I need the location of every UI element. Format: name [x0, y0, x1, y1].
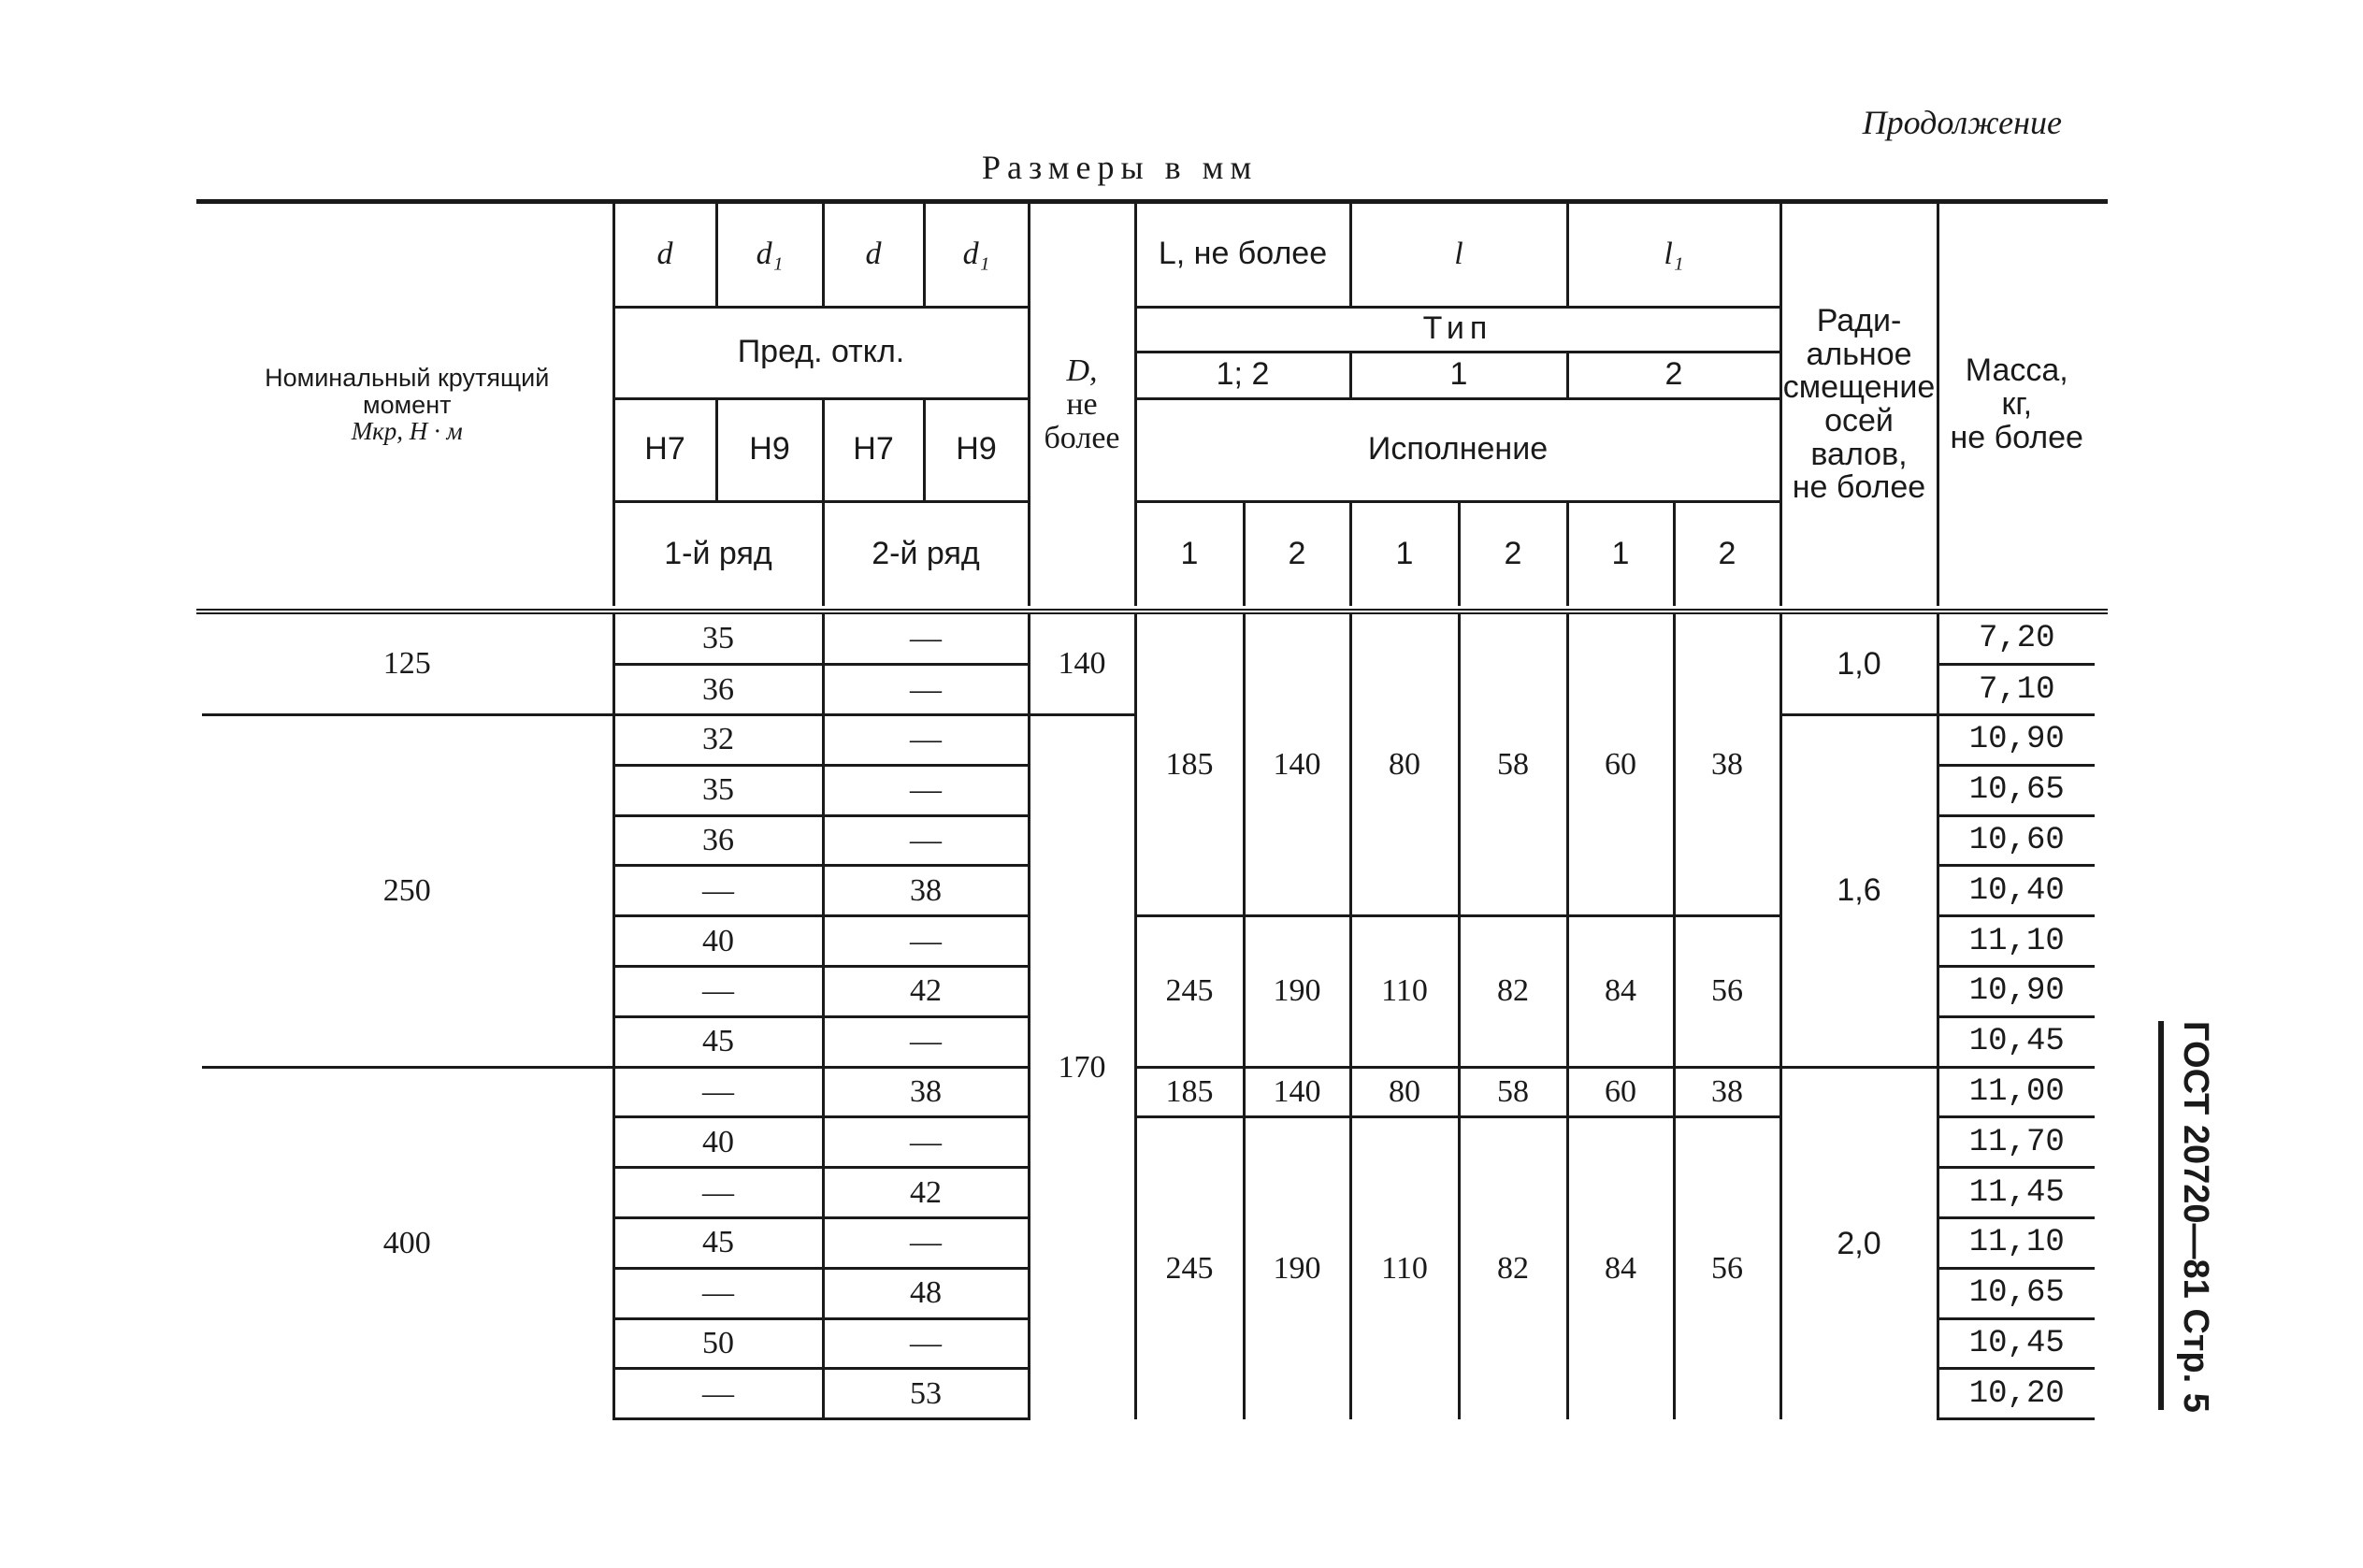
d-row1-cell: 32: [613, 715, 823, 766]
header-radial-line6: не более: [1792, 469, 1926, 506]
d-row1-cell: 35: [613, 614, 823, 665]
d-row2-cell: —: [823, 1218, 1029, 1269]
d-row2-cell: —: [823, 614, 1029, 665]
length-L2-value: 140: [1244, 614, 1350, 916]
d-row1-cell: 35: [613, 765, 823, 815]
length-l1-value: 80: [1350, 614, 1459, 916]
continuation-label: Продолжение: [1862, 104, 2062, 141]
header-exec-L1: 1: [1135, 501, 1244, 606]
header-torque-line2: момент: [363, 390, 452, 419]
header-d1-row1: d₁: [716, 204, 823, 307]
radial-value: 2,0: [1780, 1067, 1938, 1419]
d-row1-cell: —: [613, 1168, 823, 1218]
torque-value: 250: [202, 715, 613, 1068]
d-row2-cell: —: [823, 715, 1029, 766]
mass-value: 11,10: [1938, 916, 2095, 967]
mass-value: 7,10: [1938, 665, 2095, 715]
header-D: [1029, 204, 1135, 606]
length-l1-value: 110: [1350, 1117, 1459, 1419]
d-row1-cell: 45: [613, 1218, 823, 1269]
header-radial-line5: валов,: [1810, 436, 1908, 472]
header-row1: 1-й ряд: [613, 501, 823, 606]
length-L1-value: 245: [1135, 1117, 1244, 1419]
length-l2-value: 58: [1459, 1067, 1567, 1117]
d-row1-cell: —: [613, 1268, 823, 1318]
header-type-2: 2: [1567, 352, 1780, 398]
radial-value: 1,6: [1780, 715, 1938, 1068]
header-D-line1: D,: [1066, 353, 1098, 389]
header-torque-symbol: Mкр, H · м: [351, 417, 463, 446]
length-li2-value: 56: [1674, 916, 1780, 1067]
d-row2-cell: 42: [823, 967, 1029, 1017]
d-row2-cell: —: [823, 765, 1029, 815]
length-l2-value: 82: [1459, 1117, 1567, 1419]
length-l2-value: 58: [1459, 614, 1567, 916]
header-exec-li2: 2: [1674, 501, 1780, 606]
d-row1-cell: 36: [613, 815, 823, 866]
header-type: Тип: [1135, 307, 1780, 352]
header-exec-l1: 1: [1350, 501, 1459, 606]
mass-value: 10,40: [1938, 866, 2095, 916]
length-li2-value: 38: [1674, 1067, 1780, 1117]
stamp-text: ГОСТ 20720—81 Стр. 5: [2176, 1021, 2215, 1413]
length-li1-value: 84: [1567, 1117, 1674, 1419]
header-exec-l2: 2: [1459, 501, 1567, 606]
mass-value: 11,70: [1938, 1117, 2095, 1168]
length-L1-value: 245: [1135, 916, 1244, 1067]
mass-value: 11,10: [1938, 1218, 2095, 1269]
mass-value: 10,60: [1938, 815, 2095, 866]
header-radial-line2: альное: [1806, 336, 1912, 372]
header-d-row2: d: [823, 204, 924, 307]
length-li2-value: 56: [1674, 1117, 1780, 1419]
torque-value: 125: [202, 614, 613, 715]
d-row2-cell: —: [823, 665, 1029, 715]
length-L1-value: 185: [1135, 614, 1244, 916]
d-row1-cell: —: [613, 866, 823, 916]
length-L2-value: 190: [1244, 1117, 1350, 1419]
mass-value: 10,45: [1938, 1318, 2095, 1369]
header-d1-row2: d₁: [924, 204, 1029, 307]
mass-value: 10,45: [1938, 1016, 2095, 1067]
header-D-line3: более: [1044, 420, 1120, 455]
length-L2-value: 140: [1244, 1067, 1350, 1117]
header-row2: 2-й ряд: [823, 501, 1029, 606]
header-h7-row2: H7: [823, 398, 924, 501]
mass-value: 7,20: [1938, 614, 2095, 665]
length-li2-value: 38: [1674, 614, 1780, 916]
D-value: 140: [1029, 614, 1135, 715]
d-row2-cell: —: [823, 1318, 1029, 1369]
d-row2-cell: 53: [823, 1369, 1029, 1419]
d-row2-cell: 42: [823, 1168, 1029, 1218]
d-row2-cell: 48: [823, 1268, 1029, 1318]
d-row1-cell: —: [613, 1369, 823, 1419]
d-row2-cell: —: [823, 815, 1029, 866]
header-radial: [1780, 204, 1938, 606]
D-value: 170: [1029, 715, 1135, 1419]
mass-value: 10,65: [1938, 765, 2095, 815]
header-h9-row1: H9: [716, 398, 823, 501]
units-caption: Размеры в мм: [982, 149, 1259, 186]
header-h7-row1: H7: [613, 398, 716, 501]
d-row2-cell: —: [823, 916, 1029, 967]
header-radial-line3: смещение: [1782, 369, 1936, 406]
length-li1-value: 84: [1567, 916, 1674, 1067]
d-row1-cell: 45: [613, 1016, 823, 1067]
mass-value: 10,65: [1938, 1268, 2095, 1318]
mass-value: 10,90: [1938, 967, 2095, 1017]
header-D-line2: не: [1066, 387, 1098, 423]
d-row1-cell: —: [613, 1067, 823, 1117]
d-row1-cell: 40: [613, 1117, 823, 1168]
header-type-1: 1: [1350, 352, 1567, 398]
d-row1-cell: —: [613, 967, 823, 1017]
length-l1-value: 110: [1350, 916, 1459, 1067]
d-row2-cell: 38: [823, 1067, 1029, 1117]
length-L1-value: 185: [1135, 1067, 1244, 1117]
header-tolerance: Пред. откл.: [613, 307, 1029, 398]
d-row2-cell: 38: [823, 866, 1029, 916]
header-radial-line4: осей: [1824, 403, 1894, 439]
torque-value: 400: [382, 1226, 431, 1261]
header-mass-line3: не более: [1950, 419, 2083, 455]
side-stamp: [2151, 1010, 2216, 1421]
mass-value: 10,20: [1938, 1369, 2095, 1419]
header-mass-line1: Масса,: [1965, 352, 2068, 389]
header-l1: l₁: [1567, 204, 1780, 307]
header-h9-row2: H9: [924, 398, 1029, 501]
header-mass-line2: кг,: [2001, 386, 2033, 423]
mass-value: 11,00: [1938, 1067, 2095, 1117]
header-l: l: [1350, 204, 1567, 307]
d-row2-cell: —: [823, 1016, 1029, 1067]
mass-value: 10,90: [1938, 715, 2095, 766]
header-torque-line1: Номинальный крутящий: [265, 364, 550, 393]
header-execution: Исполнение: [1135, 398, 1780, 501]
d-row1-cell: 40: [613, 916, 823, 967]
header-torque: [202, 204, 613, 606]
d-row1-cell: 50: [613, 1318, 823, 1369]
header-L: L, не более: [1135, 204, 1350, 307]
length-l2-value: 82: [1459, 916, 1567, 1067]
d-row2-cell: —: [823, 1117, 1029, 1168]
d-row1-cell: 36: [613, 665, 823, 715]
length-l1-value: 80: [1350, 1067, 1459, 1117]
header-exec-L2: 2: [1244, 501, 1350, 606]
header-type-12: 1; 2: [1135, 352, 1350, 398]
length-L2-value: 190: [1244, 916, 1350, 1067]
radial-value: 1,0: [1780, 614, 1938, 715]
header-radial-line1: Ради-: [1816, 302, 1902, 338]
stamp-bar: [2158, 1021, 2164, 1410]
coupling-dimensions-table: [202, 204, 2095, 606]
header-mass: [1938, 204, 2095, 606]
header-d-row1: d: [613, 204, 716, 307]
length-li1-value: 60: [1567, 1067, 1674, 1117]
header-exec-li1: 1: [1567, 501, 1674, 606]
length-li1-value: 60: [1567, 614, 1674, 916]
coupling-data-table: [202, 614, 2095, 1420]
mass-value: 11,45: [1938, 1168, 2095, 1218]
